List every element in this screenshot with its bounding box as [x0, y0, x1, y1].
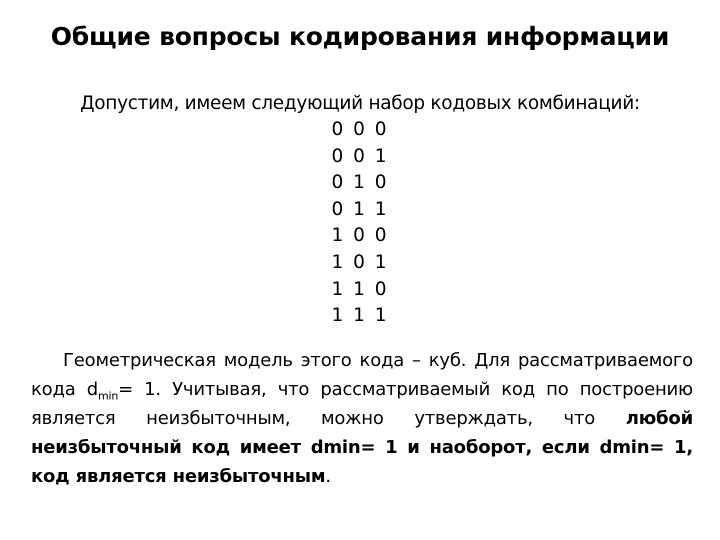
- code-combinations-list: [0, 117, 720, 330]
- code-combination: 1 0 0: [331, 225, 389, 247]
- code-combination: 0 1 0: [331, 172, 389, 194]
- code-combination: 1 1 1: [331, 305, 389, 327]
- slide-title: Общие вопросы кодирования информации: [50, 22, 670, 51]
- explanation-paragraph: [31, 346, 693, 491]
- code-combination: 1 0 1: [331, 251, 389, 273]
- paragraph-end: .: [325, 466, 331, 487]
- intro-text: Допустим, имеем следующий набор кодовых комбинаций:: [80, 93, 640, 114]
- code-combination: 0 1 1: [331, 198, 389, 220]
- code-combination: 1 1 0: [331, 278, 389, 300]
- code-combination: 0 0 1: [331, 145, 389, 167]
- dmin-subscript: min: [97, 389, 119, 403]
- paragraph-text-part2: = 1. Учитывая, что рассматриваемый код по построению является неизбыточным, можно утверждать, что: [31, 379, 693, 429]
- code-combination: 0 0 0: [331, 119, 389, 140]
- paragraph-bold-conclusion: любой неизбыточный код имеет dmin= 1 и наоборот, если dmin= 1, код является неизбыточным: [31, 408, 693, 487]
- paragraph-text-part1: Геометрическая модель этого кода – куб. Для рассматриваемого кода d: [31, 350, 693, 400]
